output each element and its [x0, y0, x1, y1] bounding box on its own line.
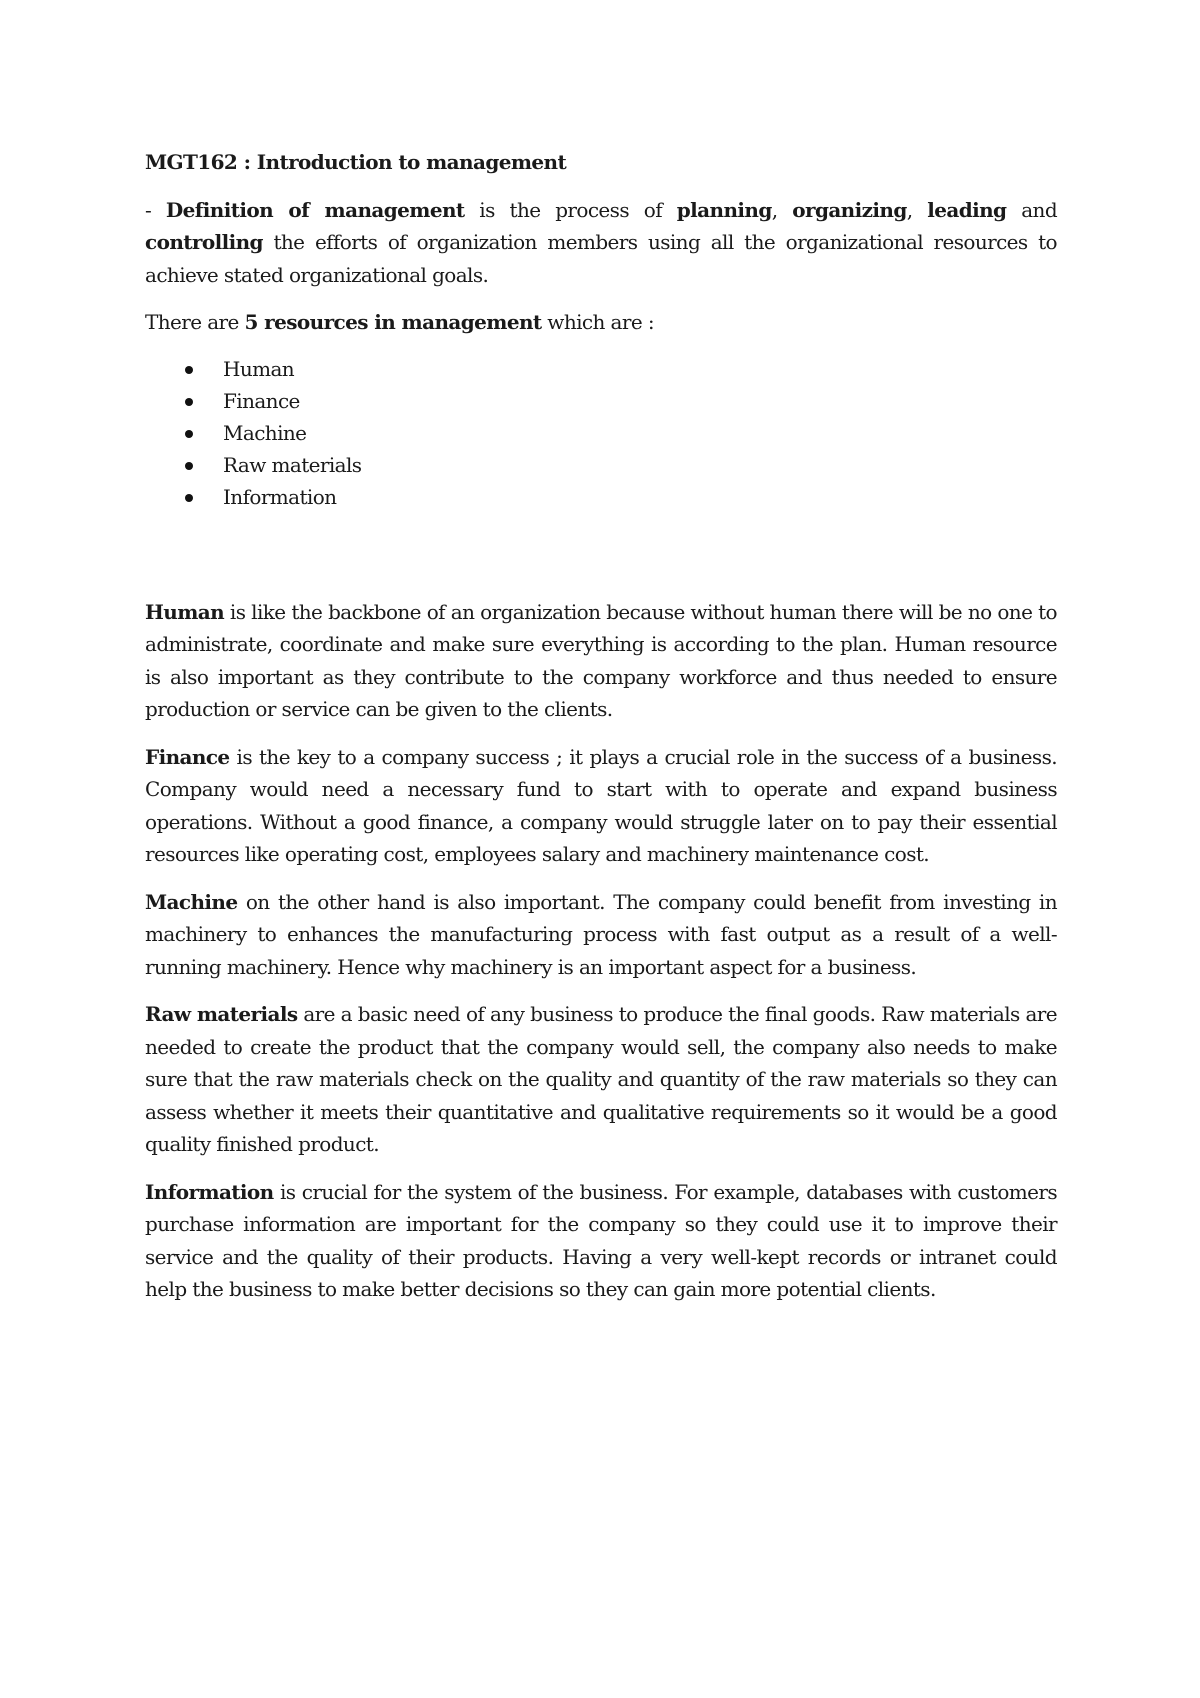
section-human [145, 596, 1057, 726]
definition-sep-2: , [906, 197, 928, 222]
resources-intro-pre: There are [145, 310, 245, 334]
bullet-icon [185, 366, 193, 374]
definition-sep-3: and [1006, 197, 1058, 222]
section-text: is crucial for the system of the business. For example, databases with customers purchase information are important for the company so they could use it to improve their service and the quality of their products. Having a very well-kept records or intranet could help the business to make better decisions so they can gain more potential clients. [145, 1179, 1057, 1301]
document-page [145, 146, 1057, 1321]
section-information [145, 1176, 1057, 1306]
list-item-label: Raw materials [223, 452, 362, 477]
bullet-icon [185, 494, 193, 502]
list-item [145, 417, 1057, 449]
bullet-icon [185, 430, 193, 438]
list-item-label: Machine [223, 420, 307, 445]
bullet-icon [185, 462, 193, 470]
list-item [145, 449, 1057, 481]
list-item-label: Information [223, 484, 337, 509]
section-text: is like the backbone of an organization because without human there will be no one to administrate, coordinate and make sure everything is according to the plan. Human resource is also important as they contribute to the company workforce and thus needed to ensure production or service can be given to the clients. [145, 599, 1057, 721]
definition-paragraph [145, 194, 1057, 292]
list-item-label: Human [223, 356, 295, 381]
resources-list [145, 353, 1057, 513]
section-text: is the key to a company success ; it plays a crucial role in the success of a business. Company would need a necessary fund to start with to operate and expand business operations. Without a good finance, a company would struggle later on to pay their essential resources like operating cost, employees salary and machinery maintenance cost. [145, 744, 1057, 866]
definition-text-1: is the process of [464, 197, 677, 222]
bullet-icon [185, 398, 193, 406]
section-text: on the other hand is also important. The company could benefit from investing in machinery to enhances the manufacturing process with fast output as a result of a well-running machinery. Hence why machinery is an important aspect for a business. [145, 889, 1057, 979]
keyword-leading: leading [927, 197, 1007, 222]
section-term: Raw materials [145, 1002, 298, 1026]
section-raw-materials [145, 998, 1057, 1161]
section-text: are a basic need of any business to produce the final goods. Raw materials are needed to create the product that the company would sell, the company also needs to make sure that the raw materials check on the quality and quantity of the raw materials so they can assess whether it meets their quantitative and qualitative requirements so it would be a good quality finished product. [145, 1002, 1057, 1156]
section-term: Information [145, 1179, 274, 1204]
list-item-label: Finance [223, 388, 300, 413]
section-finance [145, 741, 1057, 871]
spacer [145, 513, 1057, 596]
resources-intro [145, 306, 1057, 339]
keyword-organizing: organizing [792, 197, 907, 222]
section-term: Machine [145, 889, 238, 914]
list-item [145, 385, 1057, 417]
definition-rest: the efforts of organization members using all the organizational resources to achieve stated organizational goals. [145, 230, 1057, 287]
definition-sep-1: , [771, 197, 793, 222]
section-term: Finance [145, 744, 230, 769]
section-machine [145, 886, 1057, 984]
definition-term: Definition of management [165, 197, 465, 222]
document-title: MGT162 : Introduction to management [145, 150, 567, 174]
list-item [145, 353, 1057, 385]
list-item [145, 481, 1057, 513]
section-term: Human [145, 599, 225, 624]
keyword-planning: planning [676, 197, 772, 222]
keyword-controlling: controlling [145, 230, 263, 254]
resources-intro-bold: 5 resources in management [244, 310, 542, 334]
resources-intro-post: which are : [541, 310, 654, 334]
definition-dash: - [145, 197, 166, 222]
